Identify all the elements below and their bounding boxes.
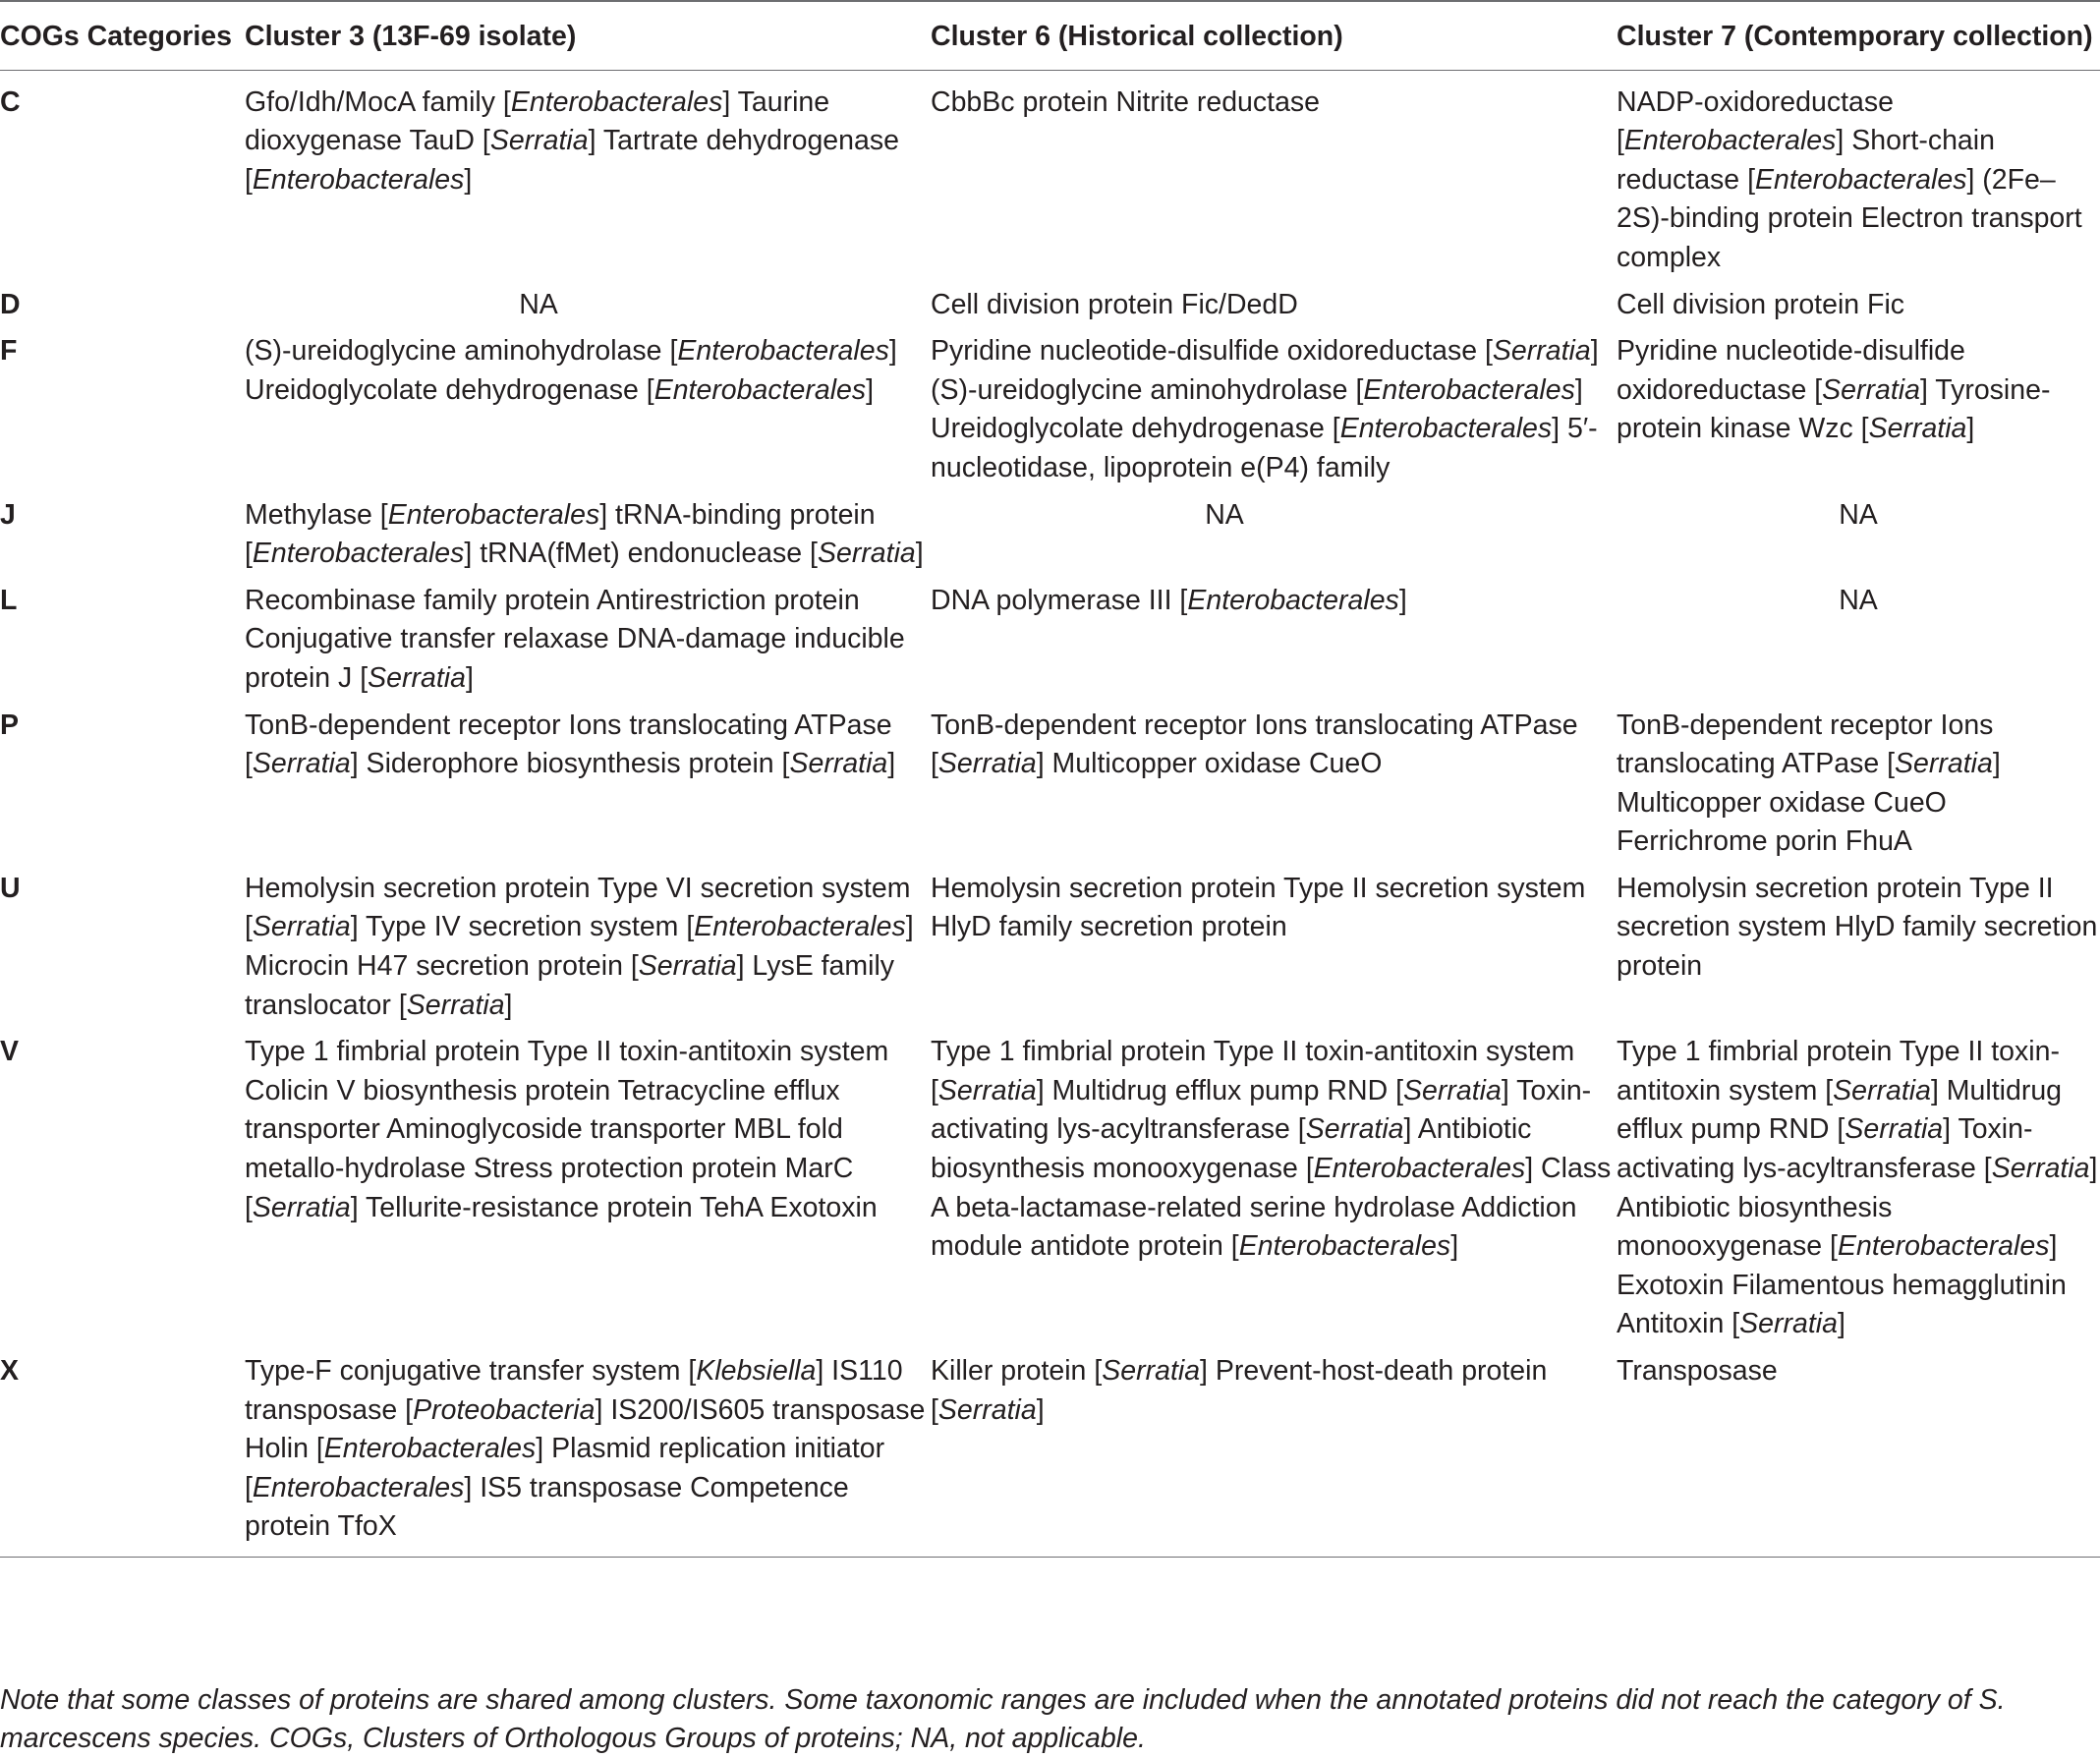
table-row — [0, 1347, 2100, 1557]
taxon-name: Enterobacterales — [1755, 163, 1967, 196]
taxon-name: Serratia — [368, 661, 466, 694]
taxon-name: Enterobacterales — [252, 1471, 465, 1503]
cluster6-cell: TonB-dependent receptor Ions translocating ATPase [Serratia] Multicopper oxidase CueO — [931, 709, 1578, 780]
taxon-name: Enterobacterales — [1837, 1230, 2050, 1263]
cluster3-cell: Hemolysin secretion protein Type VI secretion system [Serratia] Type IV secretion system [Enterobacterales] Microcin H47 secretion protein [Serratia] LysE family translocator [Serratia] — [245, 872, 914, 1021]
taxon-name: Serratia — [1403, 1074, 1502, 1106]
taxon-name: Serratia — [1845, 1113, 1944, 1146]
header-cluster7: Cluster 7 (Contemporary collection) — [1617, 21, 2093, 52]
taxon-name: Enterobacterales — [387, 498, 600, 531]
cluster3-cell: Methylase [Enterobacterales] tRNA-binding protein [Enterobacterales] tRNA(fMet) endonuclease [Serratia] — [245, 498, 924, 570]
taxon-name: Serratia — [1822, 373, 1920, 406]
taxon-name: Serratia — [937, 1074, 1037, 1106]
table-row — [0, 491, 2100, 577]
header-row — [0, 1, 2100, 70]
taxon-name: Enterobacterales — [653, 373, 867, 406]
taxon-name: Klebsiella — [696, 1355, 817, 1387]
cluster3-cell: Type 1 fimbrial protein Type II toxin-antitoxin system Colicin V biosynthesis protein Tetracycline efflux transporter Aminoglycoside transporter MBL fold metallo-hydrolase Stress protection protein MarC [Serratia] Tellurite-resistance protein TehA Exotoxin — [245, 1036, 889, 1223]
category-cell: U — [0, 872, 21, 904]
cluster3-cell: NA — [519, 288, 558, 320]
taxon-name: Enterobacterales — [323, 1433, 537, 1465]
cluster7-cell: Type 1 fimbrial protein Type II toxin-antitoxin system [Serratia] Multidrug efflux pump RND [Serratia] Toxin-activating lys-acyltransferase [Serratia] Antibiotic biosynthesis monooxygenase [Enterobacterales] Exotoxin Filamentous hemagglutinin Antitoxin [Serratia] — [1617, 1036, 2098, 1340]
table-footnote: Note that some classes of proteins are shared among clusters. Some taxonomic ranges are included when the annotated proteins did not reach the category of S. marcescens species. COGs, Clusters of Orthologous Groups of proteins; NA, not applicable. — [0, 1684, 2006, 1754]
cluster6-cell: DNA polymerase III [Enterobacterales] — [931, 584, 1407, 616]
table-row — [0, 70, 2100, 280]
taxon-name: Serratia — [937, 1393, 1037, 1426]
taxon-name: Serratia — [252, 1191, 351, 1223]
table-row — [0, 327, 2100, 490]
taxon-name: Serratia — [1492, 335, 1591, 368]
cluster7-cell: Hemolysin secretion protein Type II secretion system HlyD family secretion protein — [1617, 872, 2098, 983]
taxon-name: Serratia — [789, 748, 888, 780]
taxon-name: Serratia — [1102, 1355, 1201, 1387]
cluster3-cell: TonB-dependent receptor Ions translocating ATPase [Serratia] Siderophore biosynthesis protein [Serratia] — [245, 709, 896, 780]
cluster6-cell: Type 1 fimbrial protein Type II toxin-antitoxin system [Serratia] Multidrug efflux pump RND [Serratia] Toxin-activating lys-acyltransferase [Serratia] Antibiotic biosynthesis monooxygenase [Enterobacterales] Class A beta-lactamase-related serine hydrolase Addiction module antidote protein [Enterobacterales] — [931, 1036, 1612, 1263]
cluster6-cell: Cell division protein Fic/DedD — [931, 288, 1298, 320]
taxon-name: Serratia — [1991, 1153, 2090, 1185]
category-cell: X — [0, 1355, 20, 1387]
taxon-name: Serratia — [252, 748, 351, 780]
taxon-name: Serratia — [489, 125, 589, 157]
taxon-name: Enterobacterales — [510, 85, 723, 118]
category-cell: F — [0, 335, 18, 368]
taxon-name: Serratia — [638, 950, 737, 983]
taxon-name: Serratia — [1895, 748, 1993, 780]
category-cell: D — [0, 288, 21, 320]
taxon-name: Enterobacterales — [1623, 125, 1837, 157]
taxon-name: Enterobacterales — [1363, 373, 1575, 406]
cluster3-cell: Recombinase family protein Antirestriction protein Conjugative transfer relaxase DNA-damage inducible protein J [Serratia] — [245, 584, 905, 694]
cluster3-cell: (S)-ureidoglycine aminohydrolase [Enterobacterales] Ureidoglycolate dehydrogenase [Enterobacterales] — [245, 335, 897, 406]
category-cell: V — [0, 1036, 20, 1068]
cluster6-cell: CbbBc protein Nitrite reductase — [931, 85, 1321, 118]
cluster7-cell: NA — [1839, 584, 1878, 616]
table-row — [0, 865, 2100, 1028]
table-body — [0, 70, 2100, 1557]
taxon-name: Serratia — [406, 989, 505, 1021]
cluster6-cell: Killer protein [Serratia] Prevent-host-death protein [Serratia] — [931, 1355, 1548, 1426]
table-header — [0, 1, 2100, 70]
taxon-name: Proteobacteria — [413, 1393, 596, 1426]
header-cluster3: Cluster 3 (13F-69 isolate) — [245, 21, 577, 52]
header-category: COGs Categories — [0, 21, 232, 52]
cluster7-cell: NA — [1839, 498, 1878, 531]
cluster7-cell: TonB-dependent receptor Ions translocating ATPase [Serratia] Multicopper oxidase CueO Ferrichrome porin FhuA — [1617, 709, 2001, 858]
taxon-name: Enterobacterales — [252, 538, 465, 570]
category-cell: L — [0, 584, 18, 616]
table-row — [0, 702, 2100, 865]
header-cluster6: Cluster 6 (Historical collection) — [931, 21, 1343, 52]
cluster3-cell: Type-F conjugative transfer system [Klebsiella] IS110 transposase [Proteobacteria] IS200/IS605 transposase Holin [Enterobacterales] Plasmid replication initiator [Enterobacterales] IS5 transposase Competence protein TfoX — [245, 1355, 926, 1543]
cluster6-cell: Hemolysin secretion protein Type II secretion system HlyD family secretion protein — [931, 872, 1586, 943]
taxon-name: Serratia — [1868, 413, 1967, 445]
cluster3-cell: Gfo/Idh/MocA family [Enterobacterales] Taurine dioxygenase TauD [Serratia] Tartrate dehydrogenase [Enterobacterales] — [245, 85, 899, 196]
table-row — [0, 577, 2100, 702]
table-row — [0, 281, 2100, 328]
category-cell: J — [0, 498, 16, 531]
taxon-name: Serratia — [1739, 1308, 1838, 1340]
category-cell: C — [0, 85, 21, 118]
taxon-name: Enterobacterales — [1238, 1230, 1451, 1263]
taxon-name: Enterobacterales — [1313, 1153, 1526, 1185]
category-cell: P — [0, 709, 20, 741]
taxon-name: Serratia — [937, 748, 1037, 780]
taxon-name: Serratia — [252, 911, 351, 943]
cluster7-cell: NADP-oxidoreductase [Enterobacterales] Short-chain reductase [Enterobacterales] (2Fe–2S)-binding protein Electron transport complex — [1617, 85, 2082, 273]
cluster6-cell: Pyridine nucleotide-disulfide oxidoreductase [Serratia] (S)-ureidoglycine aminohydrolase [Enterobacterales] Ureidoglycolate dehydrogenase [Enterobacterales] 5′-nucleotidase, lipoprotein e(P4) family — [931, 335, 1599, 483]
cluster7-cell: Transposase — [1617, 1355, 1778, 1387]
taxon-name: Enterobacterales — [1187, 584, 1399, 616]
taxon-name: Serratia — [1305, 1113, 1404, 1146]
taxon-name: Enterobacterales — [252, 163, 465, 196]
taxon-name: Enterobacterales — [1339, 413, 1553, 445]
taxon-name: Enterobacterales — [677, 335, 889, 368]
taxon-name: Serratia — [1833, 1074, 1931, 1106]
table-row — [0, 1028, 2100, 1347]
taxon-name: Enterobacterales — [694, 911, 906, 943]
taxon-name: Serratia — [817, 538, 916, 570]
cluster7-cell: Cell division protein Fic — [1617, 288, 1905, 320]
cluster7-cell: Pyridine nucleotide-disulfide oxidoreductase [Serratia] Tyrosine-protein kinase Wzc [Serratia] — [1617, 335, 2051, 445]
cluster6-cell: NA — [1205, 498, 1244, 531]
